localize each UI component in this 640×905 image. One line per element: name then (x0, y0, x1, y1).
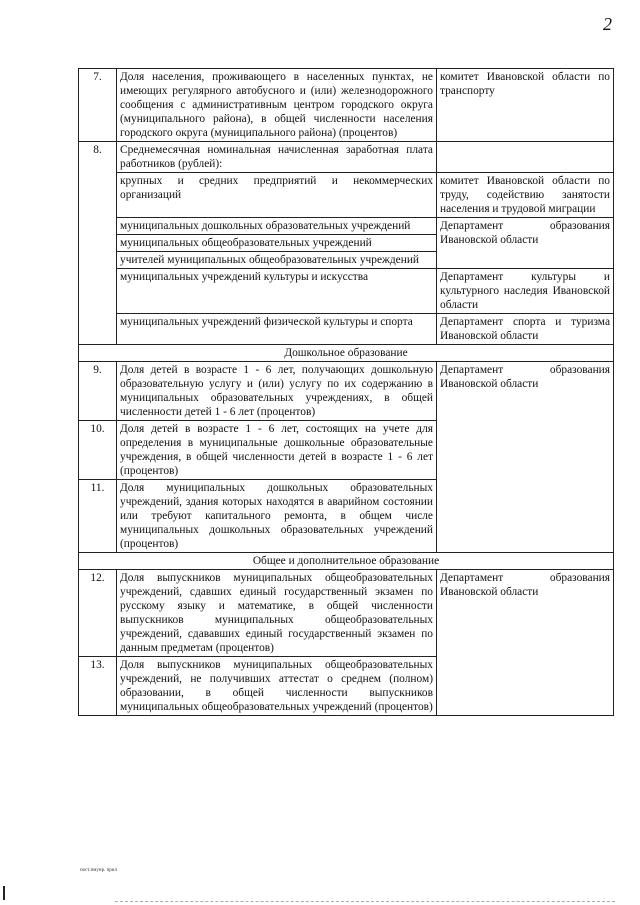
responsible-org: Департамент образования Ивановской области (437, 362, 614, 553)
indicators-table (78, 68, 614, 716)
row-number: 9. (79, 362, 117, 421)
row-number: 12. (79, 570, 117, 657)
section-row (79, 553, 614, 570)
section-heading-preschool: Дошкольное образование (79, 345, 614, 362)
responsible-org: Департамент образования Ивановской области (437, 570, 614, 716)
table-row (79, 362, 614, 421)
indicator-text: Доля детей в возрасте 1 - 6 лет, получающих дошкольную образовательную услугу и (или) услугу по их содержанию в муниципальных образовательных учреждениях, в общей численности детей 1 - 6 лет (процентов) (117, 362, 437, 421)
row-number: 10. (79, 421, 117, 480)
responsible-org-empty (437, 142, 614, 173)
indicator-subitem: муниципальных общеобразовательных учреждений (117, 235, 437, 252)
responsible-org: комитет Ивановской области по труду, содействию занятости населения и трудовой миграции (437, 173, 614, 218)
page-number: 2 (603, 14, 612, 34)
corner-mark (3, 886, 5, 900)
indicator-text: Доля муниципальных дошкольных образовательных учреждений, здания которых находятся в аварийном состоянии или требуют капитального ремонта, в общем числе муниципальных дошкольных образовательных учреждений (процентов) (117, 480, 437, 553)
indicator-subitem: крупных и средних предприятий и некоммерческих организаций (117, 173, 437, 218)
table-row (79, 69, 614, 142)
indicator-subitem: муниципальных учреждений физической культуры и спорта (117, 314, 437, 345)
row-number: 13. (79, 657, 117, 716)
responsible-org: Департамент культуры и культурного наследия Ивановской области (437, 269, 614, 314)
indicator-text: Доля детей в возрасте 1 - 6 лет, состоящих на учете для определения в муниципальные дошкольные образовательные учреждения, в общей численности детей в возрасте 1 - 6 лет (процентов) (117, 421, 437, 480)
responsible-org: Департамент спорта и туризма Ивановской области (437, 314, 614, 345)
table-row (79, 269, 614, 314)
bottom-rule (115, 901, 615, 902)
section-heading-general: Общее и дополнительное образование (79, 553, 614, 570)
indicator-text: Среднемесячная номинальная начисленная заработная плата работников (рублей): (117, 142, 437, 173)
table-row (79, 570, 614, 657)
section-row (79, 345, 614, 362)
row-number: 8. (79, 142, 117, 345)
footer-file-note: пост.пмунр. прил (80, 868, 117, 873)
table-row (79, 142, 614, 173)
indicator-subitem: муниципальных дошкольных образовательных учреждений (117, 218, 437, 235)
indicator-text: Доля выпускников муниципальных общеобразовательных учреждений, не получивших аттестат о среднем (полном) образовании, в общей численности выпускников муниципальных общеобразовательных учреждений (процентов) (117, 657, 437, 716)
table-row (79, 218, 614, 235)
indicator-text: Доля выпускников муниципальных общеобразовательных учреждений, сдавших единый государственный экзамен по русскому языку и математике, в общей численности выпускников муниципальных общеобразовательных учреждений, сдававших единый государственный экзамен по данным предметам (процентов) (117, 570, 437, 657)
responsible-org: комитет Ивановской области по транспорту (437, 69, 614, 142)
row-number: 7. (79, 69, 117, 142)
indicator-subitem: учителей муниципальных общеобразовательных учреждений (117, 252, 437, 269)
indicator-subitem: муниципальных учреждений культуры и искусства (117, 269, 437, 314)
row-number: 11. (79, 480, 117, 553)
responsible-org: Департамент образования Ивановской области (437, 218, 614, 269)
indicator-text: Доля населения, проживающего в населенных пунктах, не имеющих регулярного автобусного и (или) железнодорожного сообщения с административным центром городского округа (муниципального района), в общей численности населения городского округа (муниципального района) (процентов) (117, 69, 437, 142)
table-row (79, 314, 614, 345)
table-row (79, 173, 614, 218)
